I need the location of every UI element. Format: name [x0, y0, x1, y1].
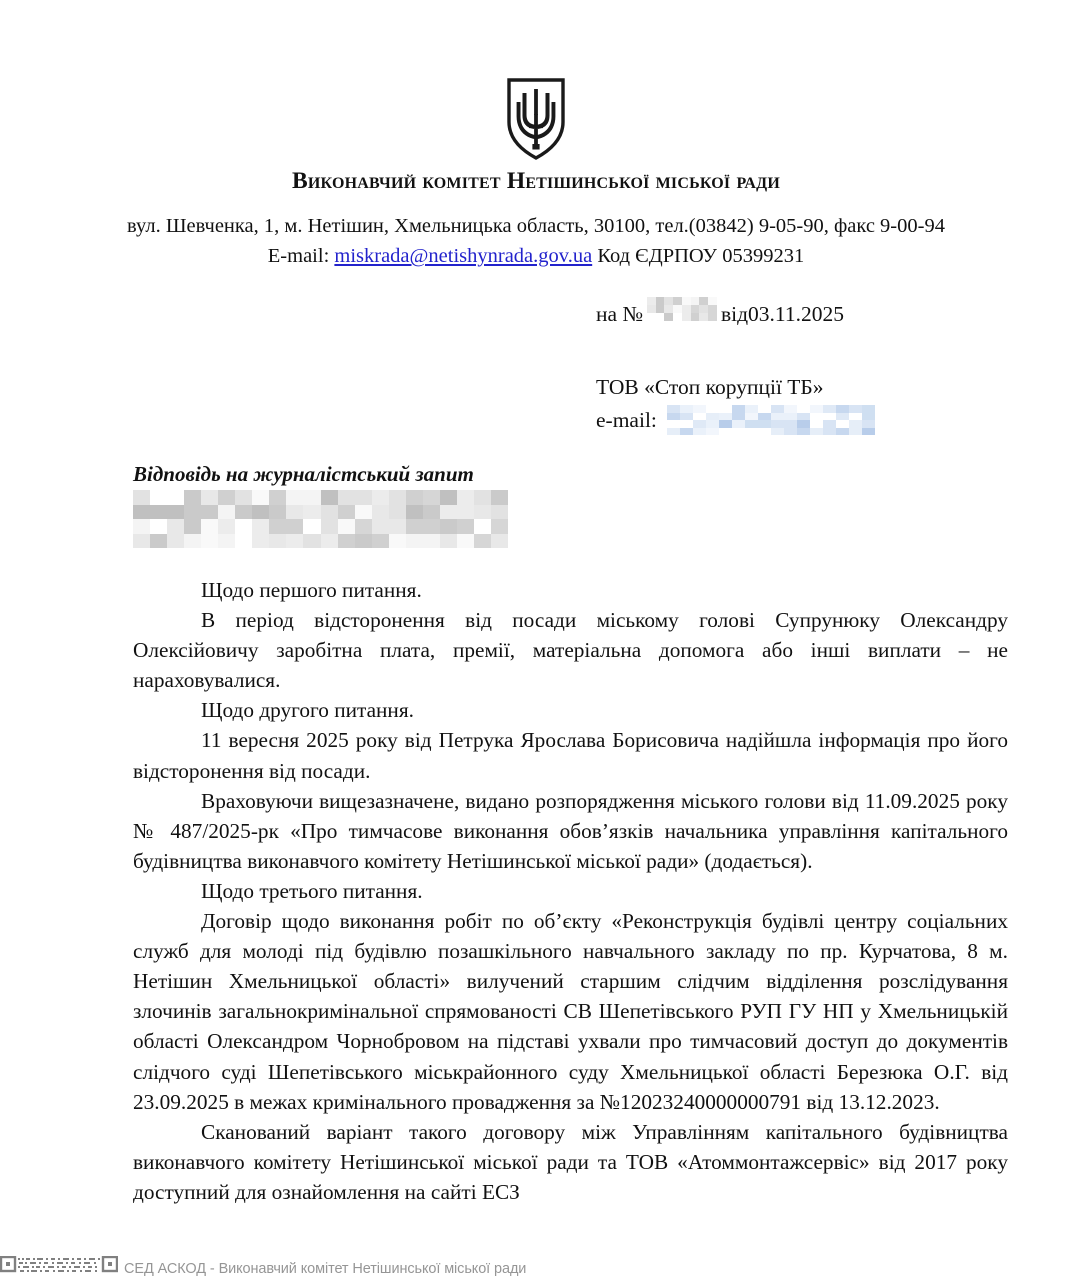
addressee-organization: ТОВ «Стоп корупції ТБ»	[596, 375, 824, 399]
addressee-email-label: e-mail:	[596, 407, 657, 432]
redaction-subject-details	[133, 490, 508, 548]
reference-line	[596, 297, 844, 327]
body-paragraph: В період відсторонення від посади міському голові Супрунюку Олександру Олексійовичу заробітна плата, премії, матеріальна допомога або інші виплати – не нараховувалися.	[133, 608, 1008, 693]
electronic-signature-stamp	[0, 1256, 526, 1278]
reference-date: 03.11.2025	[748, 302, 844, 326]
redaction-addressee-email	[667, 405, 875, 435]
body-paragraph: Враховуючи вищезазначене, видано розпорядження міського голови від 11.09.2025 року № 487/2025-рк «Про тимчасове виконання обов’язків начальника управління капітального будівництва виконавчого комітету Нетішинської міської ради» (додається).	[133, 788, 1008, 873]
addressee-email-row	[596, 405, 875, 435]
body-paragraph: Щодо другого питання.	[201, 698, 414, 723]
body-paragraph: Договір щодо виконання робіт по об’єкту «Реконструкція будівлі центру соціальних служб для молоді під будівлю позашкільного навчального закладу по пр. Курчатова, 8 м. Нетішин Хмельницької області» вилучений старшим слідчим відділення розслідування злочинів загальнокримінальної спрямованості СВ Шепетівського РУП ГУ НП у Хмельницькій області Олександром Чорнобровом на підставі ухвали про тимчасовий доступ до документів слідчого суді Шепетівського міськрайонного суду Хмельницької області Березюка О.Г. від 23.09.2025 в межах кримінального провадження за №12023240000000791 від 13.12.2023.	[133, 909, 1008, 1114]
email-label: E-mail:	[267, 245, 335, 267]
reference-prefix: на №	[596, 302, 643, 326]
addressee-block	[596, 375, 875, 435]
redaction-reference-number	[647, 297, 717, 321]
ukraine-coat-of-arms-tryzub-icon	[505, 78, 567, 160]
body-paragraph: 11 вересня 2025 року від Петрука Ярослава Борисовича надійшла інформація про його відсторонення від посади.	[133, 728, 1008, 783]
body-paragraph: Сканований варіант такого договору між Управлінням капітального будівництва виконавчого комітету Нетішинської міської ради та ТОВ «Атоммонтажсервіс» від 2017 року доступний для ознайомлення на сайті ЕСЗ	[133, 1119, 1008, 1204]
reference-date-prefix: від	[720, 302, 749, 326]
document-body	[133, 575, 1008, 1207]
contact-line	[0, 245, 1072, 268]
body-paragraph: Щодо третього питання.	[201, 878, 423, 903]
stamp-text: СЕД АСКОД - Виконавчий комітет Нетішинської міської ради	[124, 1261, 527, 1277]
address-line: вул. Шевченка, 1, м. Нетішин, Хмельницька область, 30100, тел.(03842) 9-05-90, факс 9-00-94	[127, 215, 945, 237]
qr-code-icon	[0, 1256, 118, 1278]
email-link[interactable]: miskrada@netishynrada.gov.ua	[334, 245, 593, 267]
edrpou-code: Код ЄДРПОУ 05399231	[592, 245, 805, 267]
page-title: Виконавчий комітет Нетішинської міської ради	[292, 168, 780, 194]
emblem-container	[0, 78, 1072, 165]
body-paragraph: Щодо першого питання.	[201, 578, 422, 602]
subject-line: Відповідь на журналістський запит	[133, 462, 474, 486]
